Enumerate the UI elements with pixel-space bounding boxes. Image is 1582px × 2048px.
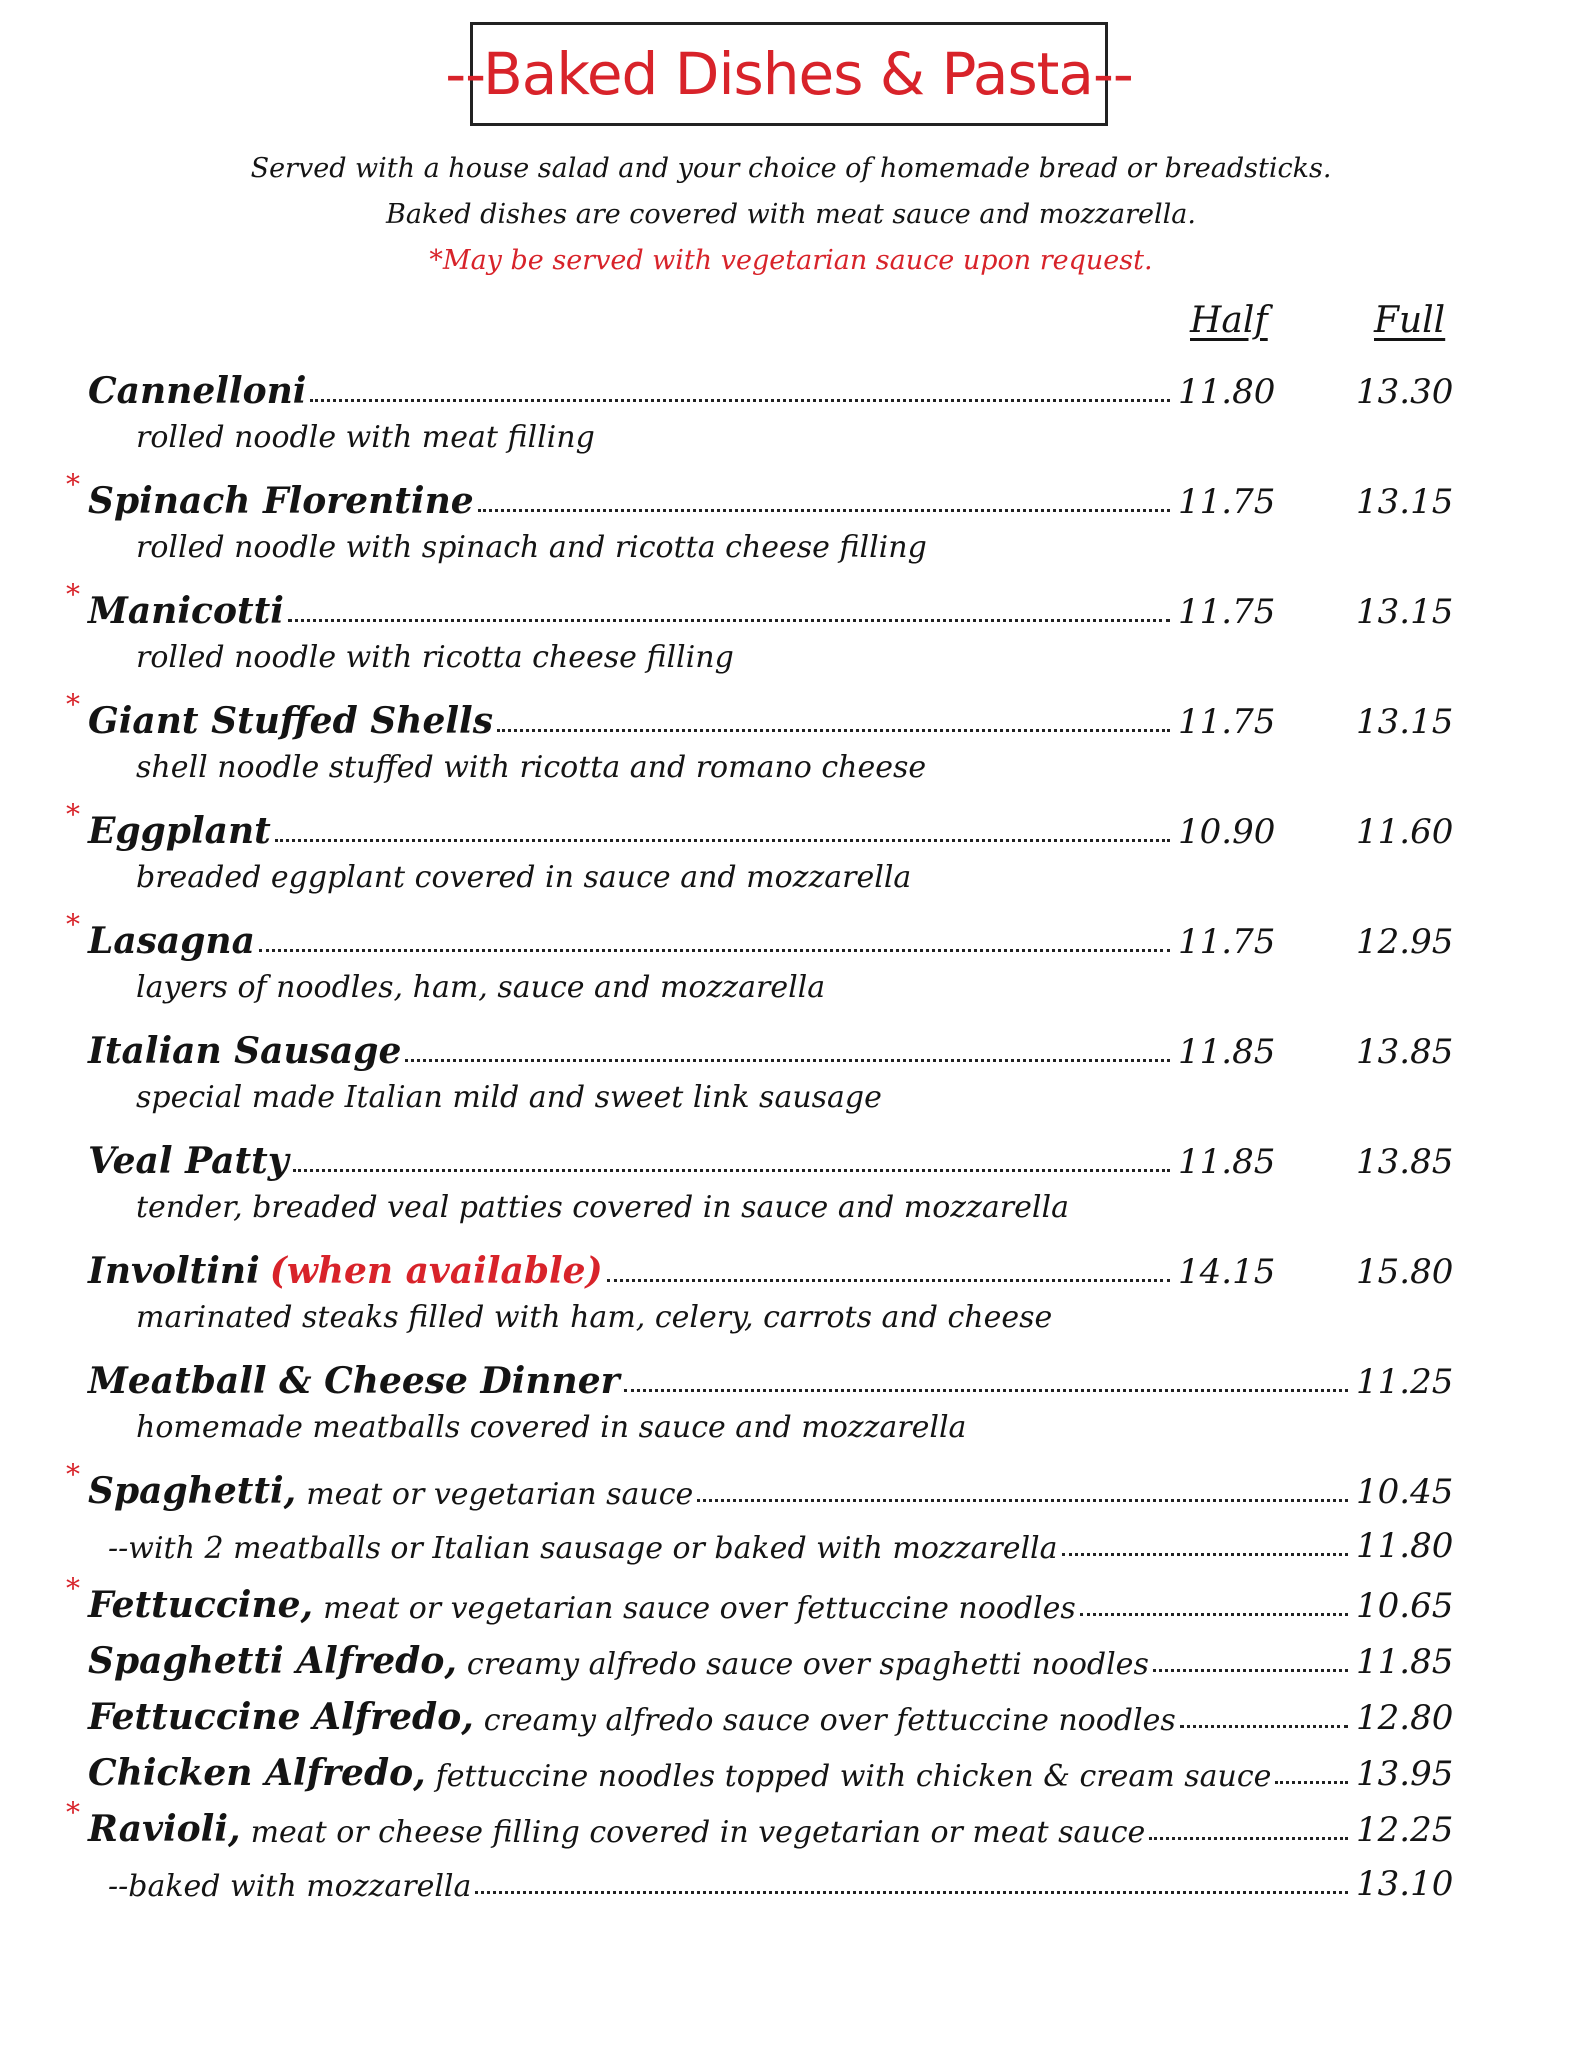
leader-dots [478, 509, 1170, 512]
leader-dots [259, 949, 1170, 952]
dish-name: Ravioli, [88, 1808, 241, 1850]
price: 10.45 [1356, 1472, 1454, 1512]
half-price: 11.75 [1178, 482, 1276, 522]
dish-description: shell noodle stuffed with ricotta and romano cheese [136, 750, 927, 785]
variation-text: --baked with mozzarella [108, 1869, 472, 1904]
full-price: 11.60 [1356, 812, 1454, 852]
full-price: 13.15 [1356, 702, 1454, 742]
availability-note: (when available) [269, 1250, 603, 1292]
dish-description: rolled noodle with ricotta cheese filling [136, 640, 734, 675]
dish-description: creamy alfredo sauce over spaghetti noodles [466, 1647, 1149, 1682]
half-price: 11.80 [1178, 372, 1276, 412]
dish-row [66, 576, 1466, 632]
leader-dots [1149, 1837, 1348, 1840]
full-price: 12.95 [1356, 922, 1454, 962]
price: 11.85 [1356, 1642, 1454, 1682]
vegetarian-marker: * [66, 1572, 80, 1605]
dish-row [66, 1236, 1466, 1292]
leader-dots [624, 1389, 1348, 1392]
dish-description: breaded eggplant covered in sauce and mozzarella [136, 860, 912, 895]
dish-description: fettuccine noodles topped with chicken & cream sauce [435, 1759, 1272, 1794]
dish-description: creamy alfredo sauce over fettuccine noodles [483, 1703, 1176, 1738]
dish-name: Spaghetti Alfredo, [88, 1640, 457, 1682]
variation-text: --with 2 meatballs or Italian sausage or baked with mozzarella [108, 1531, 1058, 1566]
dish-row [66, 1126, 1466, 1182]
half-price: 11.85 [1178, 1032, 1276, 1072]
leader-dots [497, 729, 1170, 732]
leader-dots [475, 1891, 1348, 1894]
half-price: 10.90 [1178, 812, 1276, 852]
dish-row [66, 1456, 1466, 1512]
half-price: 11.75 [1178, 922, 1276, 962]
dish-row [66, 686, 1466, 742]
price: 11.80 [1356, 1526, 1454, 1566]
intro-line-1: Served with a house salad and your choice of homemade bread or breadsticks. [250, 153, 1332, 184]
leader-dots [607, 1279, 1170, 1282]
vegetarian-marker: * [66, 468, 80, 501]
dish-name: Italian Sausage [88, 1030, 402, 1072]
intro-line-2: Baked dishes are covered with meat sauce and mozzarella. [386, 199, 1196, 230]
dish-name: Spaghetti, [88, 1470, 297, 1512]
leader-dots [293, 1169, 1170, 1172]
vegetarian-marker: * [66, 908, 80, 941]
leader-dots [1153, 1669, 1348, 1672]
dish-description: special made Italian mild and sweet link sausage [136, 1080, 882, 1115]
dish-row [66, 906, 1466, 962]
half-price: 11.75 [1178, 702, 1276, 742]
dish-name: Fettuccine Alfredo, [88, 1696, 474, 1738]
half-price: 11.75 [1178, 592, 1276, 632]
dish-name: Involtini [88, 1250, 260, 1292]
dish-description: meat or vegetarian sauce over fettuccine noodles [323, 1591, 1076, 1626]
dish-name: Veal Patty [88, 1140, 289, 1182]
full-price: 15.80 [1356, 1252, 1454, 1292]
half-column-header: Half [1190, 300, 1268, 341]
dish-name: Lasagna [88, 920, 255, 962]
dish-name: Giant Stuffed Shells [88, 700, 493, 742]
dish-name: Chicken Alfredo, [88, 1752, 426, 1794]
half-price: 11.85 [1178, 1142, 1276, 1182]
price: 13.10 [1356, 1864, 1454, 1904]
dish-row [66, 1346, 1466, 1402]
menu-title: --Baked Dishes & Pasta-- [445, 40, 1133, 108]
leader-dots [288, 619, 1170, 622]
dish-description: tender, breaded veal patties covered in sauce and mozzarella [136, 1190, 1069, 1225]
dish-description: meat or vegetarian sauce [306, 1477, 694, 1512]
price: 13.95 [1356, 1754, 1454, 1794]
dish-row [66, 1016, 1466, 1072]
dish-description: marinated steaks filled with ham, celery, carrots and cheese [136, 1300, 1053, 1335]
leader-dots [405, 1059, 1170, 1062]
dish-description: rolled noodle with spinach and ricotta cheese filling [136, 530, 927, 565]
price: 10.65 [1356, 1586, 1454, 1626]
leader-dots [1275, 1781, 1348, 1784]
dish-name: Eggplant [88, 810, 271, 852]
dish-variation-row [108, 1854, 1466, 1904]
leader-dots [310, 399, 1170, 402]
dish-row [66, 1794, 1466, 1850]
dish-row [66, 796, 1466, 852]
leader-dots [697, 1499, 1348, 1502]
dish-row [66, 1570, 1466, 1626]
vegetarian-marker: * [66, 1796, 80, 1829]
vegetarian-marker: * [66, 578, 80, 611]
half-price: 14.15 [1178, 1252, 1276, 1292]
dish-row [66, 1626, 1466, 1682]
full-price: 13.85 [1356, 1142, 1454, 1182]
dish-name: Manicotti [88, 590, 284, 632]
leader-dots [275, 839, 1170, 842]
dish-description: rolled noodle with meat filling [136, 420, 595, 455]
full-price: 13.85 [1356, 1032, 1454, 1072]
leader-dots [1062, 1553, 1348, 1556]
price: 12.25 [1356, 1810, 1454, 1850]
dish-name: Meatball & Cheese Dinner [88, 1360, 620, 1402]
vegetarian-marker: * [66, 798, 80, 831]
vegetarian-marker: * [66, 1458, 80, 1491]
dish-description: layers of noodles, ham, sauce and mozzarella [136, 970, 826, 1005]
dish-name: Fettuccine, [88, 1584, 314, 1626]
dish-description: homemade meatballs covered in sauce and mozzarella [136, 1410, 967, 1445]
dish-row [66, 466, 1466, 522]
dish-name: Cannelloni [88, 370, 307, 412]
full-column-header: Full [1374, 300, 1446, 341]
full-price: 13.15 [1356, 482, 1454, 522]
full-price: 13.30 [1356, 372, 1454, 412]
dish-name: Spinach Florentine [88, 480, 474, 522]
dish-variation-row [108, 1516, 1466, 1566]
vegetarian-note: *May be served with vegetarian sauce upon request. [429, 245, 1153, 276]
full-price: 13.15 [1356, 592, 1454, 632]
leader-dots [1180, 1725, 1348, 1728]
vegetarian-marker: * [66, 688, 80, 721]
dish-row [66, 1682, 1466, 1738]
dish-description: meat or cheese filling covered in vegetarian or meat sauce [250, 1815, 1146, 1850]
price: 12.80 [1356, 1698, 1454, 1738]
dish-row [66, 1738, 1466, 1794]
price: 11.25 [1356, 1362, 1454, 1402]
dish-row [66, 356, 1466, 412]
leader-dots [1080, 1613, 1348, 1616]
